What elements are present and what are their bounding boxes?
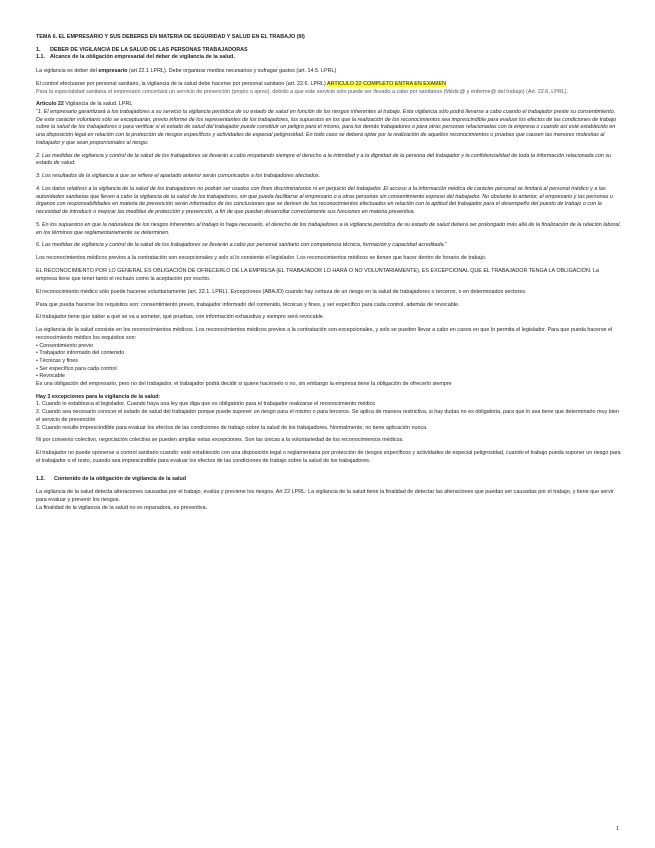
list-item: 3. Cuando resulte imprescindible para evaluar los efectos de las condiciones de trabajo sobre la salud de los trabajadores. Normalmente, no tiene aplicación nunca.: [36, 424, 428, 431]
section-number: 1.1.: [36, 54, 45, 61]
text: :: [158, 393, 161, 400]
paragraph: La vigilancia de la salud detecta alteraciones causadas por el trabajo, evalúa y previene los riesgos. Art 22 LPRL: La vigilancia de la salud tiene la finalidad de detectar las alteraciones que puedan ser causadas por el trabajo, y tiene que servir para evaluar y prevenir los riesgos.: [36, 489, 614, 504]
list-item: • Trabajador informado del contenido: [36, 350, 125, 357]
text: (art 22.1 LPRL). Debe organizar medios necesarios y sufragar gastos (art. 14.5. LPRL): [127, 68, 337, 75]
section-number: 1.2.: [36, 475, 45, 482]
list-item: • Consentimiento previo: [36, 342, 94, 349]
list-item: 2. Cuando sea necesario conocer el estado de salud del trabajador porque puede suponer un riesgo para el mismo o para terceros. Se aplica de manera restrictiva, si hay dudas no es obligatoria, para que lo sea tiene que determinarlo muy bien el servicio de prevención: [36, 409, 619, 423]
list-item: 1. Cuando lo establezca el legislador. Cuando haya una ley que diga que es obligatorio para el trabajador realizarse el reconocimiento médico: [36, 401, 376, 408]
section-number: 1.: [36, 46, 41, 53]
document-page: [36, 34, 621, 518]
quote-paragraph: 5. En los supuestos en que la naturaleza de los riesgos inherentes al trabajo lo haga necesario, el derecho de los trabajadores a la vigilancia periódica de su estado de salud deberá ser prolongado más allá de la finalización de la relación laboral, en los términos que reglamentariamente se determinen.: [36, 221, 621, 236]
requirements-list: [36, 343, 621, 381]
quote-paragraph: 4. Los datos relativos a la vigilancia de la salud de los trabajadores no podrán ser usados con fines discriminatorios ni en perjuicio del trabajador. El acceso a la información médica de carácter personal se limitará al personal médico y a las autoridades sanitarias que lleven a cabo la vigilancia de la salud de los trabajadores, sin que pueda facilitarse al empresario o a otras personas sin consentimiento expreso del trabajador. No obstante lo anterior, el empresario y las personas u órganos con responsabilidades en materia de prevención serán informados de las conclusiones que se deriven de los reconocimientos efectuados en relación con la aptitud del trabajador para el desempeño del puesto de trabajo o con la necesidad de introducir o mejorar las medidas de protección y prevención, a fin de que puedan desarrollar correctamente sus funciones en materia preventiva.: [36, 186, 613, 216]
exceptions-heading: [36, 394, 621, 402]
document-title: TEMA 6. EL EMPRESARIO Y SUS DEBERES EN MATERIA DE SEGURIDAD Y SALUD EN EL TRABAJO (III): [36, 34, 305, 40]
quote-paragraph: 3. Los resultados de la vigilancia a que se refiere el apartado anterior serán comunicados a los trabajadores afectados.: [36, 173, 321, 180]
section-1-heading: [36, 47, 621, 55]
paragraph: [36, 268, 621, 283]
highlighted-text: ARTICULO 22 COMPLETO ENTRA EN EXAMEN: [326, 80, 446, 87]
list-item: • Ser específico para cada control: [36, 365, 117, 372]
paragraph: El reconocimiento médico sólo puede hacerse voluntariamente (art. 22.1. LPRL). Excepciones (ABAJO) cuando hay certeza de un riesgo en la salud de trabajadores o terceros, o en determinados sectores.: [36, 288, 527, 295]
text: Para la especialidad sanitaria el empresario concertará un servicio de prevención (propio o ajeno), debido a que este servicio sólo puede ser llevado a cabo por sanitarios (Médic@ y enferme@ del trabajo) (Art. 22.6, LPRL).: [36, 88, 569, 95]
text: Vigilancia de la salud. LPRL: [63, 101, 133, 108]
text: La vigilancia es deber del: [36, 68, 99, 75]
section-title: DEBER DE VIGILANCIA DE LA SALUD DE LAS PERSONAS TRABAJADORAS: [50, 46, 248, 53]
paragraph: Es una obligación del empresario, pero no del trabajador, el trabajador podrá decidir si quiere hacérselo o no, sin embargo la empresa tiene la obligación de ofrecerlo siempre: [36, 380, 452, 387]
paragraph: Para que pueda hacerse los requisitos son: consentimiento previo, trabajador informado del contenido, técnicas y fines, y ser específico para cada control, además de revocable.: [36, 301, 460, 308]
paragraph: Ni por convenio colectivo, negociación colectiva se pueden ampliar estas excepciones. Son las únicas a la voluntariedad de los reconocimientos médicos.: [36, 437, 404, 444]
text: El control efectuarse por personal sanitario, la vigilancia de la salud debe hacerse por personal sanitario (art. 22.6. LPRL): [36, 80, 327, 87]
quote-paragraph: 6. Las medidas de vigilancia y control de la salud de los trabajadores se llevarán a cabo por personal sanitario con competencia técnica, formación y capacidad acreditada.”: [36, 242, 447, 249]
section-title: Alcance de la obligación empresarial del deber de vigilancia de la salud.: [50, 54, 235, 61]
bold-text: Hay 3 excepciones para la vigilancia de la salud: [36, 393, 159, 400]
text: EL RECONOCIMIENTO POR LO GENERAL ES OBLIGACIÓN DE OFRECERLO DE LA EMPRESA (EL TRABAJADOR LO HARÁ O NO VOLUNTARIAMENTE), ES EXCEPCIONAL QUE EL TRABAJADOR TENGA LA OBLIGACIÓN.: [36, 268, 592, 275]
paragraph: Los reconocimientos médicos previos a la contratación son excepcionales y solo si lo consiente el legislador. Los reconocimientos médicos se tienen que hacer dentro de horario de trabajo.: [36, 255, 487, 262]
section-title: Contenido de la obligación de vigilancia de la salud: [54, 475, 187, 482]
exceptions-list: [36, 401, 621, 432]
paragraph: [36, 81, 621, 96]
paragraph: [36, 68, 621, 76]
paragraph: El trabajador tiene que saber a qué se va a someter, qué pruebas, con información exhaustiva y siempre será revocable.: [36, 314, 325, 321]
text: La empresa tiene que tener tanto el rechazo como la aceptación por escrito.: [36, 268, 599, 282]
paragraph: La finalidad de la vigilancia de la salud no es reparadora, es preventiva.: [36, 504, 208, 511]
list-item: • Revocable: [36, 373, 65, 380]
article-heading: [36, 101, 621, 109]
section-1-2-heading: [36, 476, 621, 484]
quote-paragraph: 2. Las medidas de vigilancia y control de la salud de los trabajadores se llevarán a cabo respetando siempre el derecho a la intimidad y a la dignidad de la persona del trabajador y la confidencialidad de toda la información relacionada con su estado de salud.: [36, 152, 612, 167]
bold-text: empresario: [98, 68, 128, 75]
quote-paragraph: “1. El empresario garantizará a los trabajadores a su servicio la vigilancia periódica de su estado de salud en función de los riesgos inherentes al trabajo. Esta vigilancia sólo podrá llevarse a cabo cuando el trabajador preste su consentimiento. De este carácter voluntario sólo se exceptuarán, previo informe de los representantes de los trabajadores, los supuestos en los que la realización de los reconocimientos sea imprescindible para evaluar los efectos de las condiciones de trabajo sobre la salud de los trabajadores o para verificar si el estado de salud del trabajador puede constituir un peligro para el mismo, para los demás trabajadores o para otras personas relacionadas con la empresa o cuando así esté establecido en una disposición legal en relación con la protección de riesgos específicos y actividades de especial peligrosidad. En todo caso se deberá optar por la realización de aquellos reconocimientos o pruebas que causen las menores molestias al trabajador y que sean proporcionales al riesgo.: [36, 109, 617, 146]
section-1-1-heading: [36, 54, 621, 62]
paragraph: La vigilancia de la salud consiste en los reconocimientos médicos. Los reconocimientos médicos previos a la contratación son excepcionales, y solo se pueden llevar a cabo en casos en que lo permita el legislador. Para que pueda hacerse el reconocimiento médico los requisitos son:: [36, 327, 613, 341]
page-number: 1: [616, 826, 619, 832]
paragraph: El trabajador no puede oponerse a control sanitario cuando: esté establecido con una disposición legal o reglamentaria por protección de riesgos específicos y actividades de especial peligrosidad, cuando el trabajo pueda suponer un riesgo para el trabajador o el resto, cuando sea imprescindible para evaluar los efectos de las condiciones de trabajo sobre la salud de los trabajadores.: [36, 450, 621, 464]
bold-text: Artículo 22: [36, 101, 64, 108]
list-item: • Técnicas y fines: [36, 357, 78, 364]
